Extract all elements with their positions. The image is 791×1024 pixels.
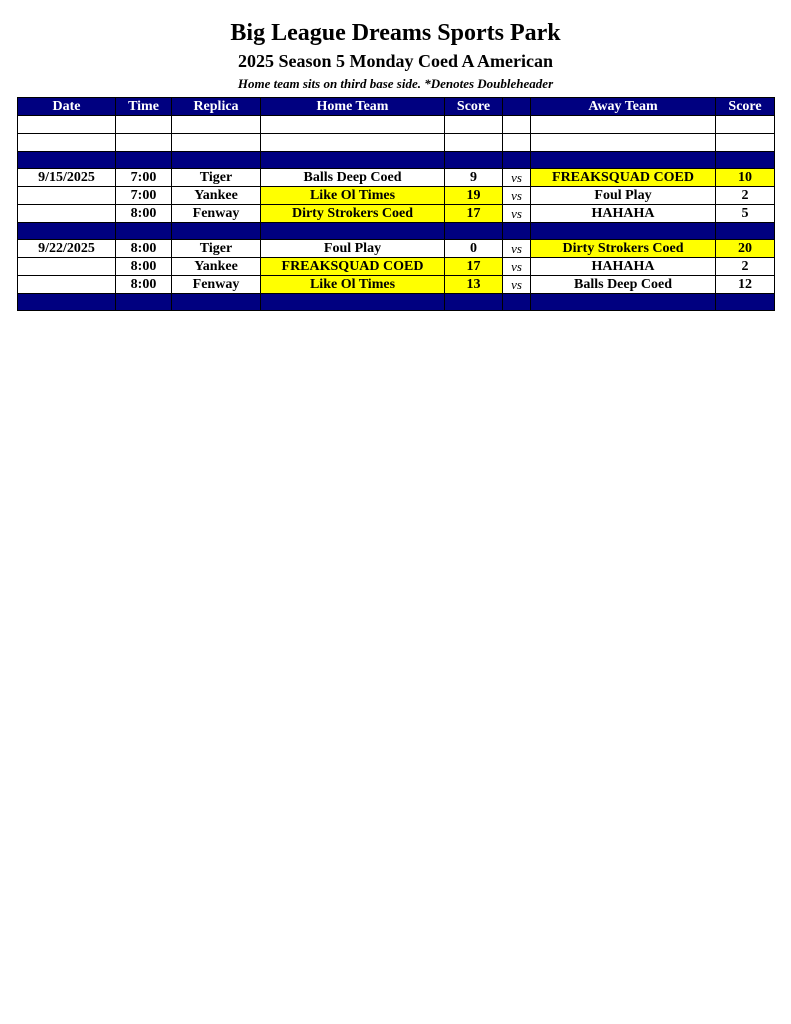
separator-row-cell: [18, 294, 116, 311]
separator-row-cell: [18, 152, 116, 169]
separator-row-cell: [531, 223, 716, 240]
separator-row-cell: [445, 152, 503, 169]
blank-row-cell: [503, 134, 531, 152]
page-title: Big League Dreams Sports Park: [230, 20, 561, 46]
vs-label: vs: [503, 169, 531, 187]
game-time: 8:00: [116, 258, 172, 276]
separator-row-cell: [531, 294, 716, 311]
home-team: Balls Deep Coed: [261, 169, 445, 187]
separator-row-cell: [261, 223, 445, 240]
separator-row-cell: [261, 152, 445, 169]
column-header-away-score: Score: [716, 98, 775, 116]
separator-row: [18, 223, 775, 240]
column-header-away-team: Away Team: [531, 98, 716, 116]
separator-row-cell: [716, 294, 775, 311]
separator-row-cell: [716, 152, 775, 169]
table-header-row: [18, 98, 775, 116]
separator-row-cell: [116, 223, 172, 240]
away-score: 20: [716, 240, 775, 258]
away-team: Balls Deep Coed: [531, 276, 716, 294]
away-score: 2: [716, 187, 775, 205]
separator-row-cell: [261, 294, 445, 311]
away-score: 5: [716, 205, 775, 223]
vs-label: vs: [503, 240, 531, 258]
vs-label: vs: [503, 276, 531, 294]
game-replica: Tiger: [172, 169, 261, 187]
game-row: [18, 240, 775, 258]
separator-row-cell: [116, 152, 172, 169]
separator-row-cell: [445, 294, 503, 311]
separator-row-cell: [503, 294, 531, 311]
blank-row-cell: [116, 116, 172, 134]
home-team: Like Ol Times: [261, 187, 445, 205]
blank-row-cell: [503, 116, 531, 134]
game-date: [18, 187, 116, 205]
game-time: 8:00: [116, 240, 172, 258]
blank-row-cell: [261, 116, 445, 134]
separator-row-cell: [503, 223, 531, 240]
vs-label: vs: [503, 205, 531, 223]
home-score: 0: [445, 240, 503, 258]
blank-row-cell: [531, 134, 716, 152]
vs-label: vs: [503, 258, 531, 276]
page-subtitle: 2025 Season 5 Monday Coed A American: [237, 51, 554, 71]
blank-row-cell: [716, 134, 775, 152]
column-header-vs: [503, 98, 531, 116]
separator-row-cell: [172, 152, 261, 169]
vs-label: vs: [503, 187, 531, 205]
blank-row-cell: [445, 116, 503, 134]
blank-row-cell: [716, 116, 775, 134]
blank-row-cell: [445, 134, 503, 152]
separator-row-cell: [445, 223, 503, 240]
game-row: [18, 169, 775, 187]
game-date: [18, 258, 116, 276]
home-team: FREAKSQUAD COED: [261, 258, 445, 276]
column-header-home-team: Home Team: [261, 98, 445, 116]
game-replica: Fenway: [172, 205, 261, 223]
game-row: [18, 276, 775, 294]
game-row: [18, 258, 775, 276]
game-time: 7:00: [116, 169, 172, 187]
game-row: [18, 187, 775, 205]
blank-row-cell: [18, 134, 116, 152]
home-team: Like Ol Times: [261, 276, 445, 294]
away-team: FREAKSQUAD COED: [531, 169, 716, 187]
separator-row: [18, 294, 775, 311]
home-score: 13: [445, 276, 503, 294]
away-team: Foul Play: [531, 187, 716, 205]
away-score: 10: [716, 169, 775, 187]
home-team: Dirty Strokers Coed: [261, 205, 445, 223]
game-time: 8:00: [116, 276, 172, 294]
blank-row-cell: [172, 116, 261, 134]
game-date: 9/15/2025: [18, 169, 116, 187]
blank-row: [18, 134, 775, 152]
column-header-date: Date: [18, 98, 116, 116]
home-score: 17: [445, 205, 503, 223]
column-header-time: Time: [116, 98, 172, 116]
away-team: HAHAHA: [531, 258, 716, 276]
game-replica: Fenway: [172, 276, 261, 294]
blank-row-cell: [531, 116, 716, 134]
game-date: 9/22/2025: [18, 240, 116, 258]
schedule-body: [18, 116, 775, 311]
column-header-replica: Replica: [172, 98, 261, 116]
blank-row-cell: [261, 134, 445, 152]
column-header-home-score: Score: [445, 98, 503, 116]
home-score: 19: [445, 187, 503, 205]
game-replica: Yankee: [172, 258, 261, 276]
separator-row-cell: [18, 223, 116, 240]
blank-row: [18, 116, 775, 134]
blank-row-cell: [172, 134, 261, 152]
separator-row-cell: [503, 152, 531, 169]
away-team: HAHAHA: [531, 205, 716, 223]
game-replica: Yankee: [172, 187, 261, 205]
schedule-table: [17, 97, 775, 311]
blank-row-cell: [18, 116, 116, 134]
schedule-note: Home team sits on third base side. *Denotes Doubleheader: [237, 76, 554, 91]
game-row: [18, 205, 775, 223]
game-date: [18, 276, 116, 294]
away-score: 2: [716, 258, 775, 276]
game-date: [18, 205, 116, 223]
home-team: Foul Play: [261, 240, 445, 258]
away-score: 12: [716, 276, 775, 294]
away-team: Dirty Strokers Coed: [531, 240, 716, 258]
game-time: 8:00: [116, 205, 172, 223]
game-replica: Tiger: [172, 240, 261, 258]
home-score: 17: [445, 258, 503, 276]
separator-row-cell: [116, 294, 172, 311]
separator-row: [18, 152, 775, 169]
game-time: 7:00: [116, 187, 172, 205]
home-score: 9: [445, 169, 503, 187]
separator-row-cell: [172, 294, 261, 311]
separator-row-cell: [172, 223, 261, 240]
blank-row-cell: [116, 134, 172, 152]
separator-row-cell: [531, 152, 716, 169]
separator-row-cell: [716, 223, 775, 240]
